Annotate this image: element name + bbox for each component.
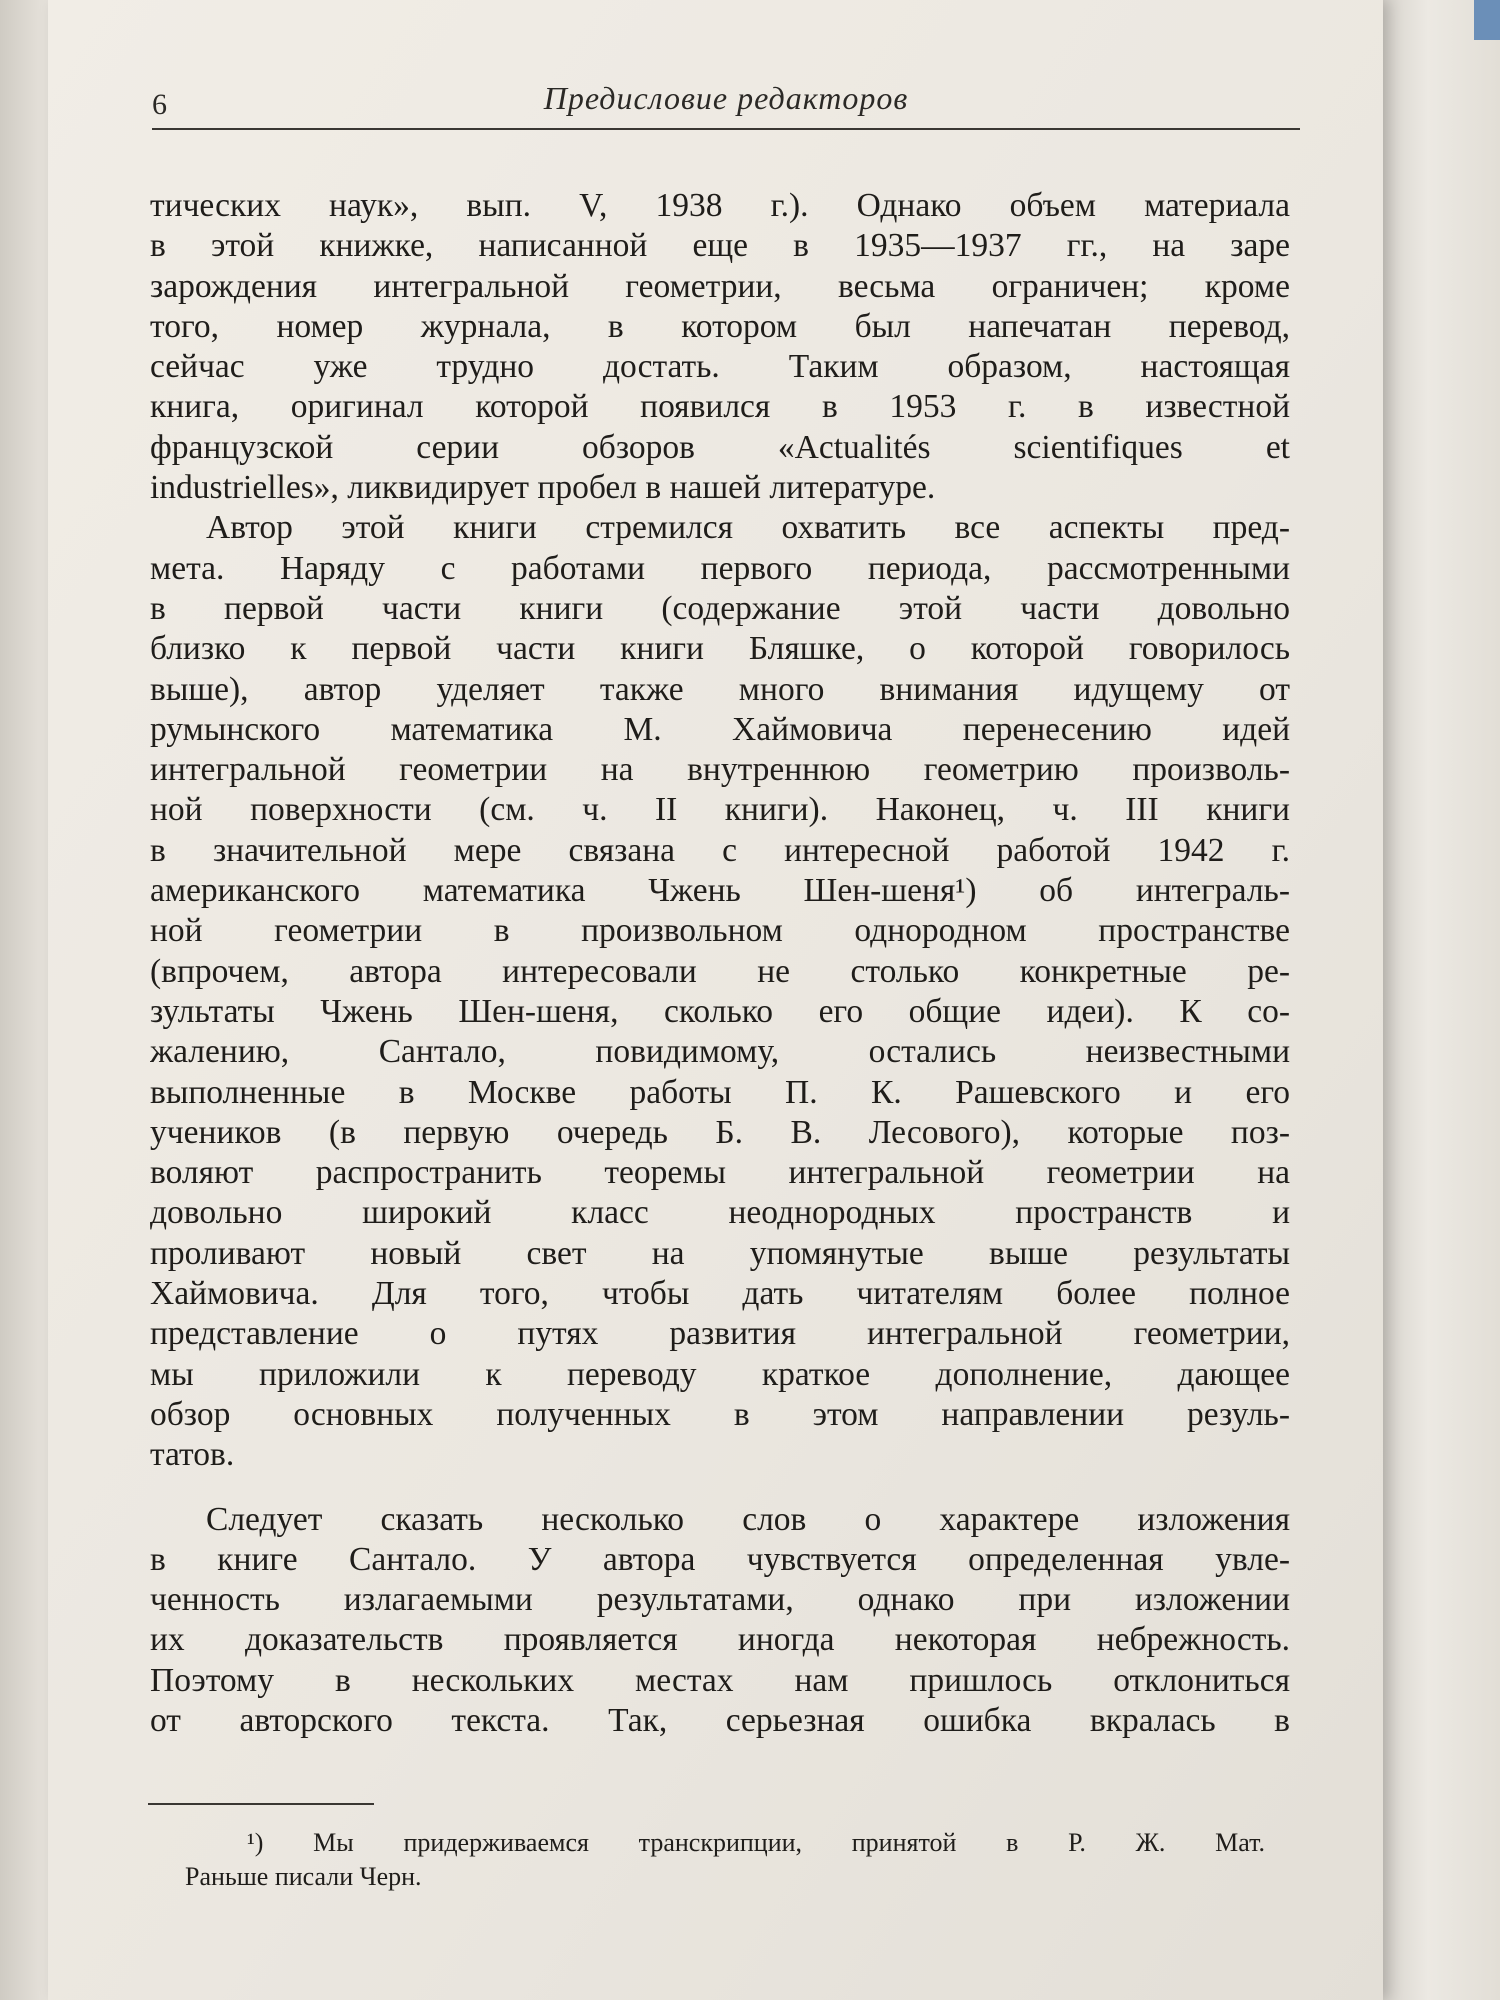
blue-background-corner <box>1474 0 1500 40</box>
text-line: от авторского текста. Так, серьезная ошибка вкралась в <box>150 1701 1290 1739</box>
paragraph-2 <box>150 508 1290 1475</box>
text-line: мета. Наряду с работами первого периода, рассмотренными <box>150 549 1290 587</box>
text-line: довольно широкий класс неоднородных пространств и <box>150 1194 1290 1232</box>
text-line: в первой части книги (содержание этой части довольно <box>150 589 1290 627</box>
next-pages-edge <box>1380 0 1500 2000</box>
running-title: Предисловие редакторов <box>543 80 909 116</box>
text-line: румынского математика М. Хаймовича перенесению идей <box>150 710 1290 748</box>
text-line: обзор основных полученных в этом направлении резуль- <box>150 1395 1290 1433</box>
text-line: выполненные в Москве работы П. К. Рашевского и его <box>150 1073 1290 1111</box>
footnote <box>185 1826 1265 1894</box>
text-line: американского математика Чжень Шен-шеня¹) об интеграль- <box>150 872 1290 910</box>
footnote-line: Раньше писали Черн. <box>185 1862 422 1891</box>
text-line: Следует сказать несколько слов о характере изложения <box>206 1500 1290 1538</box>
text-line: близко к первой части книги Бляшке, о которой говорилось <box>150 630 1290 668</box>
page-header <box>152 72 1300 132</box>
text-line: жалению, Сантало, повидимому, остались неизвестными <box>150 1033 1290 1071</box>
text-line: сейчас уже трудно достать. Таким образом, настоящая <box>150 348 1290 386</box>
footnote-line: ¹) Мы придерживаемся транскрипции, принятой в Р. Ж. Мат. <box>247 1828 1265 1857</box>
footnote-rule <box>148 1803 374 1805</box>
text-line: (впрочем, автора интересовали не столько конкретные ре- <box>150 952 1290 990</box>
text-line: воляют распространить теоремы интегральной геометрии на <box>150 1154 1290 1192</box>
text-line: французской серии обзоров «Actualités scientifiques et <box>150 428 1290 466</box>
text-line: зарождения интегральной геометрии, весьма ограничен; кроме <box>150 267 1290 305</box>
text-line: татов. <box>150 1436 235 1474</box>
text-line: книга, оригинал которой появился в 1953 г. в известной <box>150 388 1290 426</box>
paragraph-gap <box>150 1476 1290 1500</box>
text-line: проливают новый свет на упомянутые выше результаты <box>150 1234 1290 1272</box>
text-line: тических наук», вып. V, 1938 г.). Однако объем материала <box>150 187 1290 224</box>
paragraph-3 <box>150 1500 1290 1742</box>
text-line: мы приложили к переводу краткое дополнение, дающее <box>150 1355 1290 1393</box>
body-text <box>150 186 1290 1741</box>
text-line: учеников (в первую очередь Б. В. Лесового), которые поз- <box>150 1113 1290 1151</box>
text-line: в этой книжке, написанной еще в 1935—1937 гг., на заре <box>150 227 1290 265</box>
text-line: представление о путях развития интегральной геометрии, <box>150 1315 1290 1353</box>
text-line: зультаты Чжень Шен-шеня, сколько его общие идеи). К со- <box>150 992 1290 1030</box>
facing-page-edge <box>0 0 48 2000</box>
text-line: Автор этой книги стремился охватить все аспекты пред- <box>206 509 1290 547</box>
paragraph-1 <box>150 186 1290 508</box>
text-line: их доказательств проявляется иногда некоторая небрежность. <box>150 1621 1290 1659</box>
text-line: того, номер журнала, в котором был напечатан перевод, <box>150 307 1290 345</box>
header-rule <box>152 128 1300 130</box>
text-line: Поэтому в нескольких местах нам пришлось отклониться <box>150 1661 1290 1699</box>
text-line: industrielles», ликвидирует пробел в нашей литературе. <box>150 469 936 507</box>
text-line: ной геометрии в произвольном однородном пространстве <box>150 912 1290 950</box>
text-line: ченность излагаемыми результатами, однако при изложении <box>150 1581 1290 1619</box>
text-line: интегральной геометрии на внутреннюю геометрию произволь- <box>150 751 1290 789</box>
text-line: ной поверхности (см. ч. II книги). Наконец, ч. III книги <box>150 791 1290 829</box>
text-line: выше), автор уделяет также много внимания идущему от <box>150 670 1290 708</box>
text-line: в значительной мере связана с интересной работой 1942 г. <box>150 831 1290 869</box>
text-line: Хаймовича. Для того, чтобы дать читателям более полное <box>150 1275 1290 1313</box>
text-line: в книге Сантало. У автора чувствуется определенная увле- <box>150 1540 1290 1578</box>
page-number: 6 <box>152 88 167 121</box>
